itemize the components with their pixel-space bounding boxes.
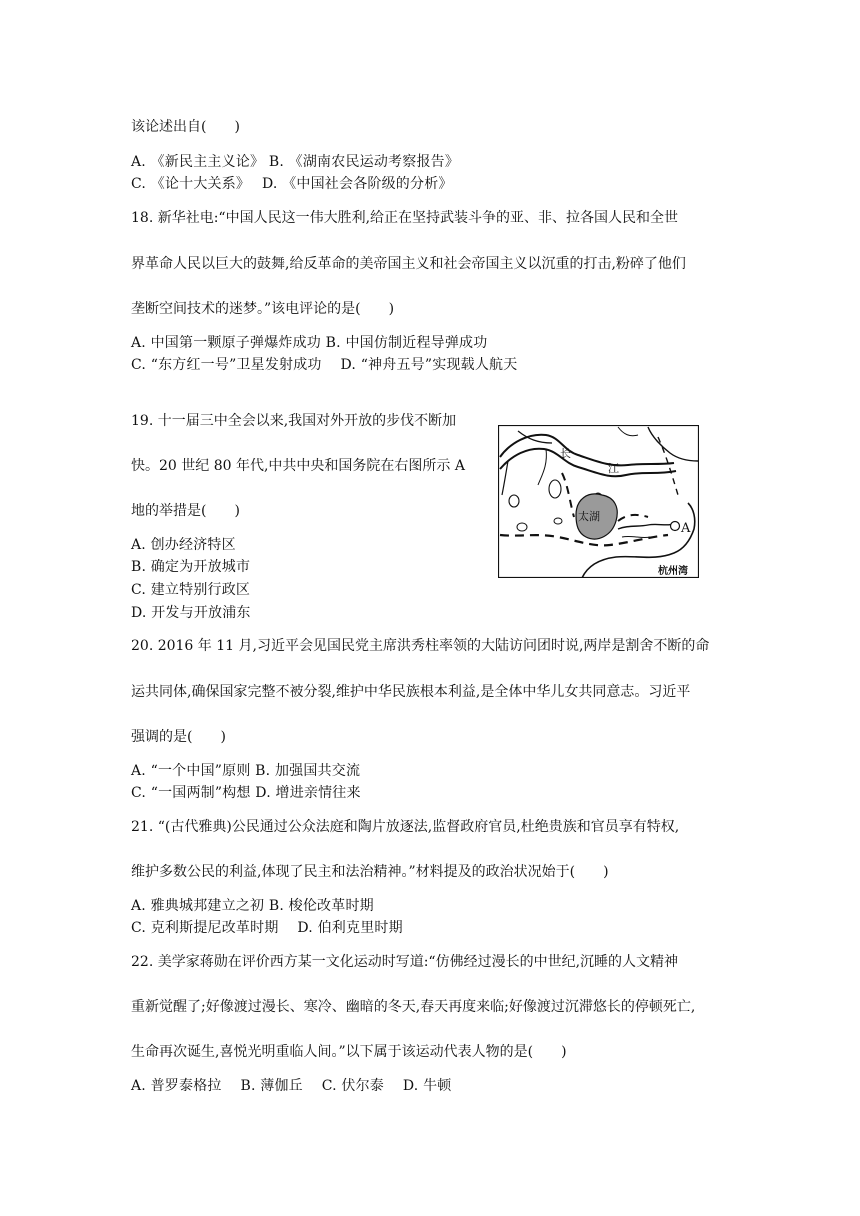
q21-stem-line-1: 21. “(古代雅典)公民通过公众法庭和陶片放逐法,监督政府官员,杜绝贵族和官员享有特权,: [131, 819, 680, 835]
q19-option-c: C. 建立特别行政区: [131, 582, 251, 598]
map-label-jiang: 江: [608, 462, 619, 475]
q19-stem-line-3: 地的举措是( ): [131, 503, 240, 519]
q19-stem-line-1: 19. 十一届三中全会以来,我国对外开放的步伐不断加: [131, 413, 457, 429]
q18-stem-line-1: 18. 新华社电:“中国人民这一伟大胜利,给正在坚持武装斗争的亚、非、拉各国人民和全世: [131, 210, 679, 226]
yangtze-delta-map: [498, 425, 699, 578]
q19-option-b: B. 确定为开放城市: [131, 559, 251, 575]
q19-option-d: D. 开发与开放浦东: [131, 605, 251, 621]
q17-option-row-2: C. 《论十大关系》 D. 《中国社会各阶级的分析》: [131, 176, 453, 192]
q20-stem-line-1: 20. 2016 年 11 月,习近平会见国民党主席洪秀柱率领的大陆访问团时说,两岸是割舍不断的命: [131, 638, 710, 654]
q17-option-row-1: A. 《新民主主义论》 B. 《湖南农民运动考察报告》: [131, 154, 460, 170]
map-label-chang: 长: [560, 447, 571, 460]
q17-stem: 该论述出自( ): [131, 119, 240, 135]
q20-option-row-2: C. “一国两制”构想 D. 增进亲情往来: [131, 785, 361, 801]
q20-stem-line-3: 强调的是( ): [131, 729, 226, 745]
q18-stem-line-3: 垄断空间技术的迷梦。”该电评论的是( ): [131, 301, 395, 317]
q18-option-row-1: A. 中国第一颗原子弹爆炸成功 B. 中国仿制近程导弹成功: [131, 335, 488, 351]
q20-option-row-1: A. “一个中国”原则 B. 加强国共交流: [131, 763, 361, 779]
q18-stem-line-2: 界革命人民以巨大的鼓舞,给反革命的美帝国主义和社会帝国主义以沉重的打击,粉碎了他们: [131, 256, 686, 272]
q22-option-row-1: A. 普罗泰格拉 B. 薄伽丘 C. 伏尔泰 D. 牛顿: [131, 1078, 452, 1094]
q22-stem-line-1: 22. 美学家蒋勋在评价西方某一文化运动时写道:“仿佛经过漫长的中世纪,沉睡的人文精神: [131, 954, 679, 970]
map-label-a: A: [681, 521, 691, 536]
map-label-hangzhou-bay: 杭州湾: [658, 566, 688, 577]
q22-stem-line-3: 生命再次诞生,喜悦光明重临人间。”以下属于该运动代表人物的是( ): [131, 1044, 567, 1060]
q18-option-row-2: C. “东方红一号”卫星发射成功 D. “神舟五号”实现载人航天: [131, 357, 518, 373]
map-label-taihu: 太湖: [578, 510, 600, 523]
q22-stem-line-2: 重新觉醒了;好像渡过漫长、寒冷、幽暗的冬天,春天再度来临;好像渡过沉滞悠长的停顿死亡,: [131, 999, 696, 1015]
q20-stem-line-2: 运共同体,确保国家完整不被分裂,维护中华民族根本利益,是全体中华儿女共同意志。习近平: [131, 684, 691, 700]
q19-option-a: A. 创办经济特区: [131, 537, 236, 553]
q21-option-row-1: A. 雅典城邦建立之初 B. 梭伦改革时期: [131, 898, 374, 914]
q21-stem-line-2: 维护多数公民的利益,体现了民主和法治精神。”材料提及的政治状况始于( ): [131, 864, 609, 880]
q19-stem-line-2: 快。20 世纪 80 年代,中共中央和国务院在右图所示 A: [131, 458, 465, 474]
q21-option-row-2: C. 克利斯提尼改革时期 D. 伯利克里时期: [131, 920, 403, 936]
